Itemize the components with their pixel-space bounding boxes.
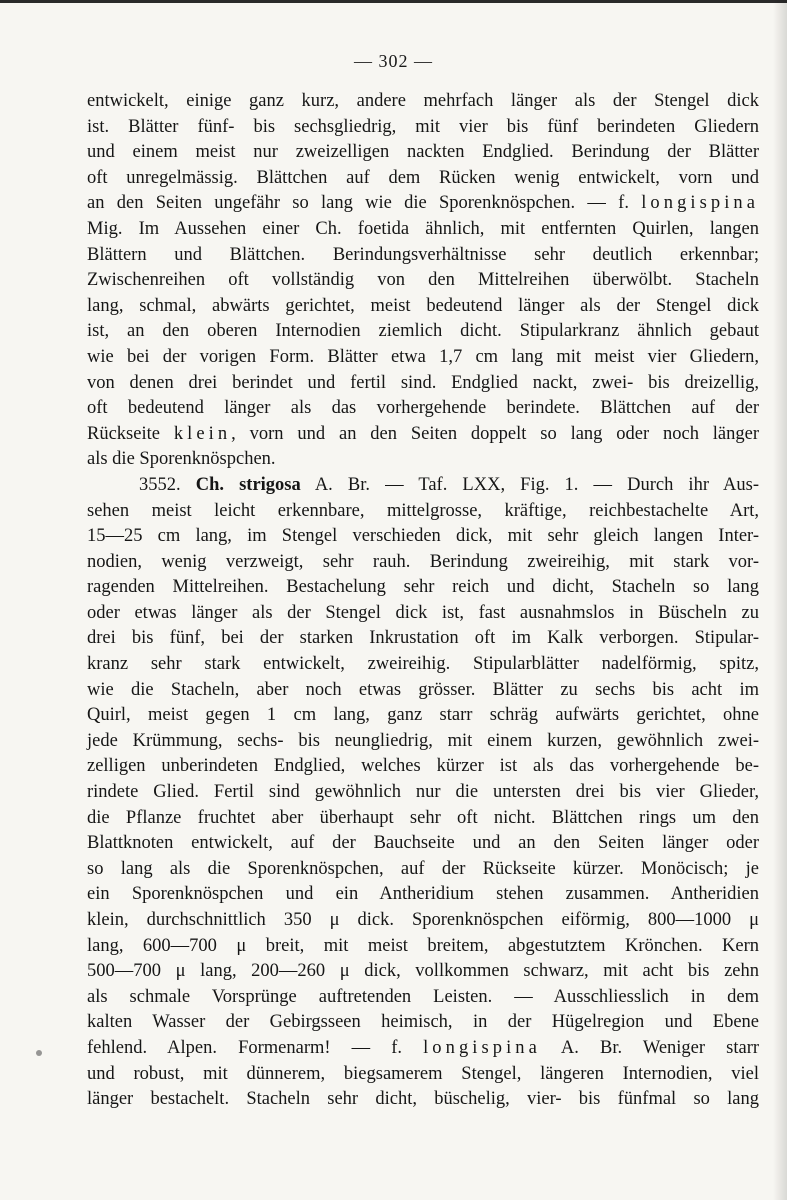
text-line: klein, durchschnittlich 350 μ dick. Sporenknöspchen eiförmig, 800—1000 μ — [87, 910, 759, 930]
text-line: Quirl, meist gegen 1 cm lang, ganz starr schräg aufwärts gerichtet, ohne — [87, 705, 759, 726]
species-name: Ch. strigosa — [195, 474, 301, 495]
text-line: und einem meist nur zweizelligen nackten Endglied. Berindung der Blätter — [87, 142, 759, 163]
text-line: ist, an den oberen Internodien ziemlich dicht. Stipularkranz ähnlich gebaut — [87, 321, 759, 342]
text-line: sehen meist leicht erkennbare, mittelgrosse, kräftige, reichbestachelte Art, — [87, 500, 759, 521]
text-line: drei bis fünf, bei der starken Inkrustation oft im Kalk verborgen. Stipular- — [87, 628, 759, 649]
species-entry-start: 3552. Ch. strigosa A. Br. — Taf. LXX, Fig. 1. — Durch ihr Aus- — [139, 474, 760, 495]
ink-blot-mark — [36, 1050, 42, 1056]
text-line: rindete Glied. Fertil sind gewöhnlich nur die untersten drei bis vier Glieder, — [87, 782, 759, 803]
text-line: als schmale Vorsprünge auftretenden Leisten. — Ausschliesslich in dem — [87, 986, 759, 1007]
text-line: Rückseite klein, vorn und an den Seiten doppelt so lang oder noch länger — [87, 423, 760, 444]
page-number: — 302 — — [354, 51, 433, 71]
text-line: entwickelt, einige ganz kurz, andere mehrfach länger als der Stengel dick — [87, 91, 759, 111]
text-line: nodien, wenig verzweigt, sehr rauh. Berindung zweireihig, mit stark vor- — [87, 551, 759, 572]
text-line: Mig. Im Aussehen einer Ch. foetida ähnlich, mit entfernten Quirlen, langen — [87, 218, 759, 239]
text-line: ein Sporenknöspchen und ein Antheridium stehen zusammen. Antheridien — [87, 884, 759, 905]
text-line: Zwischenreihen oft vollständig von den Mittelreihen überwölbt. Stacheln — [87, 270, 759, 291]
text-line: an den Seiten ungefähr so lang wie die Sporenknöspchen. — f. longispina — [87, 193, 759, 214]
text-line: als die Sporenknöspchen. — [87, 449, 276, 470]
text-line: wie bei der vorigen Form. Blätter etwa 1,7 cm lang mit meist vier Gliedern, — [87, 346, 759, 367]
text-line: so lang als die Sporenknöspchen, auf der Rückseite kürzer. Monöcisch; je — [87, 858, 759, 879]
text-line: wie die Stacheln, aber noch etwas grösser. Blätter zu sechs bis acht im — [87, 679, 759, 700]
species-number: 3552. — [139, 474, 196, 495]
spaced-term: longispina — [641, 193, 759, 214]
text-line: länger bestachelt. Stacheln sehr dicht, büschelig, vier- bis fünfmal so lang — [87, 1089, 759, 1110]
text-line: von denen drei berindet und fertil sind. Endglied nackt, zwei- bis dreizellig, — [87, 372, 759, 393]
text-line: und robust, mit dünnerem, biegsamerem Stengel, längeren Internodien, viel — [87, 1063, 759, 1084]
spaced-term: longispina — [423, 1037, 541, 1058]
text-line: fehlend. Alpen. Formenarm! — f. longispina A. Br. Weniger starr — [87, 1037, 760, 1058]
text-line: Blattknoten entwickelt, auf der Bauchseite und an den Seiten länger oder — [87, 833, 759, 854]
text-line: kranz sehr stark entwickelt, zweireihig. Stipularblätter nadelförmig, spitz, — [87, 654, 759, 675]
text-line: oft unregelmässig. Blättchen auf dem Rücken wenig entwickelt, vorn und — [87, 167, 759, 188]
text-line: jede Krümmung, sechs- bis neungliedrig, mit einem kurzen, gewöhnlich zwei- — [87, 730, 759, 751]
text-line: ragenden Mittelreihen. Bestachelung sehr reich und dicht, Stacheln so lang — [87, 577, 759, 598]
text-line: lang, 600—700 μ breit, mit meist breitem, abgestutztem Krönchen. Kern — [87, 935, 759, 956]
text-line: oft bedeutend länger als das vorhergehende berindete. Blättchen auf der — [87, 398, 759, 419]
text-line: zelligen unberindeten Endglied, welches kürzer ist als das vorhergehende be- — [87, 756, 759, 777]
text-line: die Pflanze fruchtet aber überhaupt sehr oft nicht. Blättchen rings um den — [87, 807, 759, 828]
text-line: oder etwas länger als der Stengel dick ist, fast ausnahmslos in Büscheln zu — [87, 602, 759, 623]
text-line: Blättern und Blättchen. Berindungsverhältnisse sehr deutlich erkennbar; — [87, 244, 759, 265]
text-line: lang, schmal, abwärts gerichtet, meist bedeutend länger als der Stengel dick — [87, 295, 759, 316]
text-line: 15—25 cm lang, im Stengel verschieden dick, mit sehr gleich langen Inter- — [87, 526, 759, 547]
body-text — [87, 89, 759, 1113]
page-edge-shadow — [773, 0, 787, 1200]
text-line: 500—700 μ lang, 200—260 μ dick, vollkommen schwarz, mit acht bis zehn — [87, 961, 759, 982]
page-top-edge — [0, 0, 787, 3]
spaced-term: klein — [173, 423, 232, 444]
text-line: kalten Wasser der Gebirgsseen heimisch, in der Hügelregion und Ebene — [87, 1012, 759, 1033]
text-line: ist. Blätter fünf- bis sechsgliedrig, mit vier bis fünf berindeten Gliedern — [87, 116, 759, 137]
